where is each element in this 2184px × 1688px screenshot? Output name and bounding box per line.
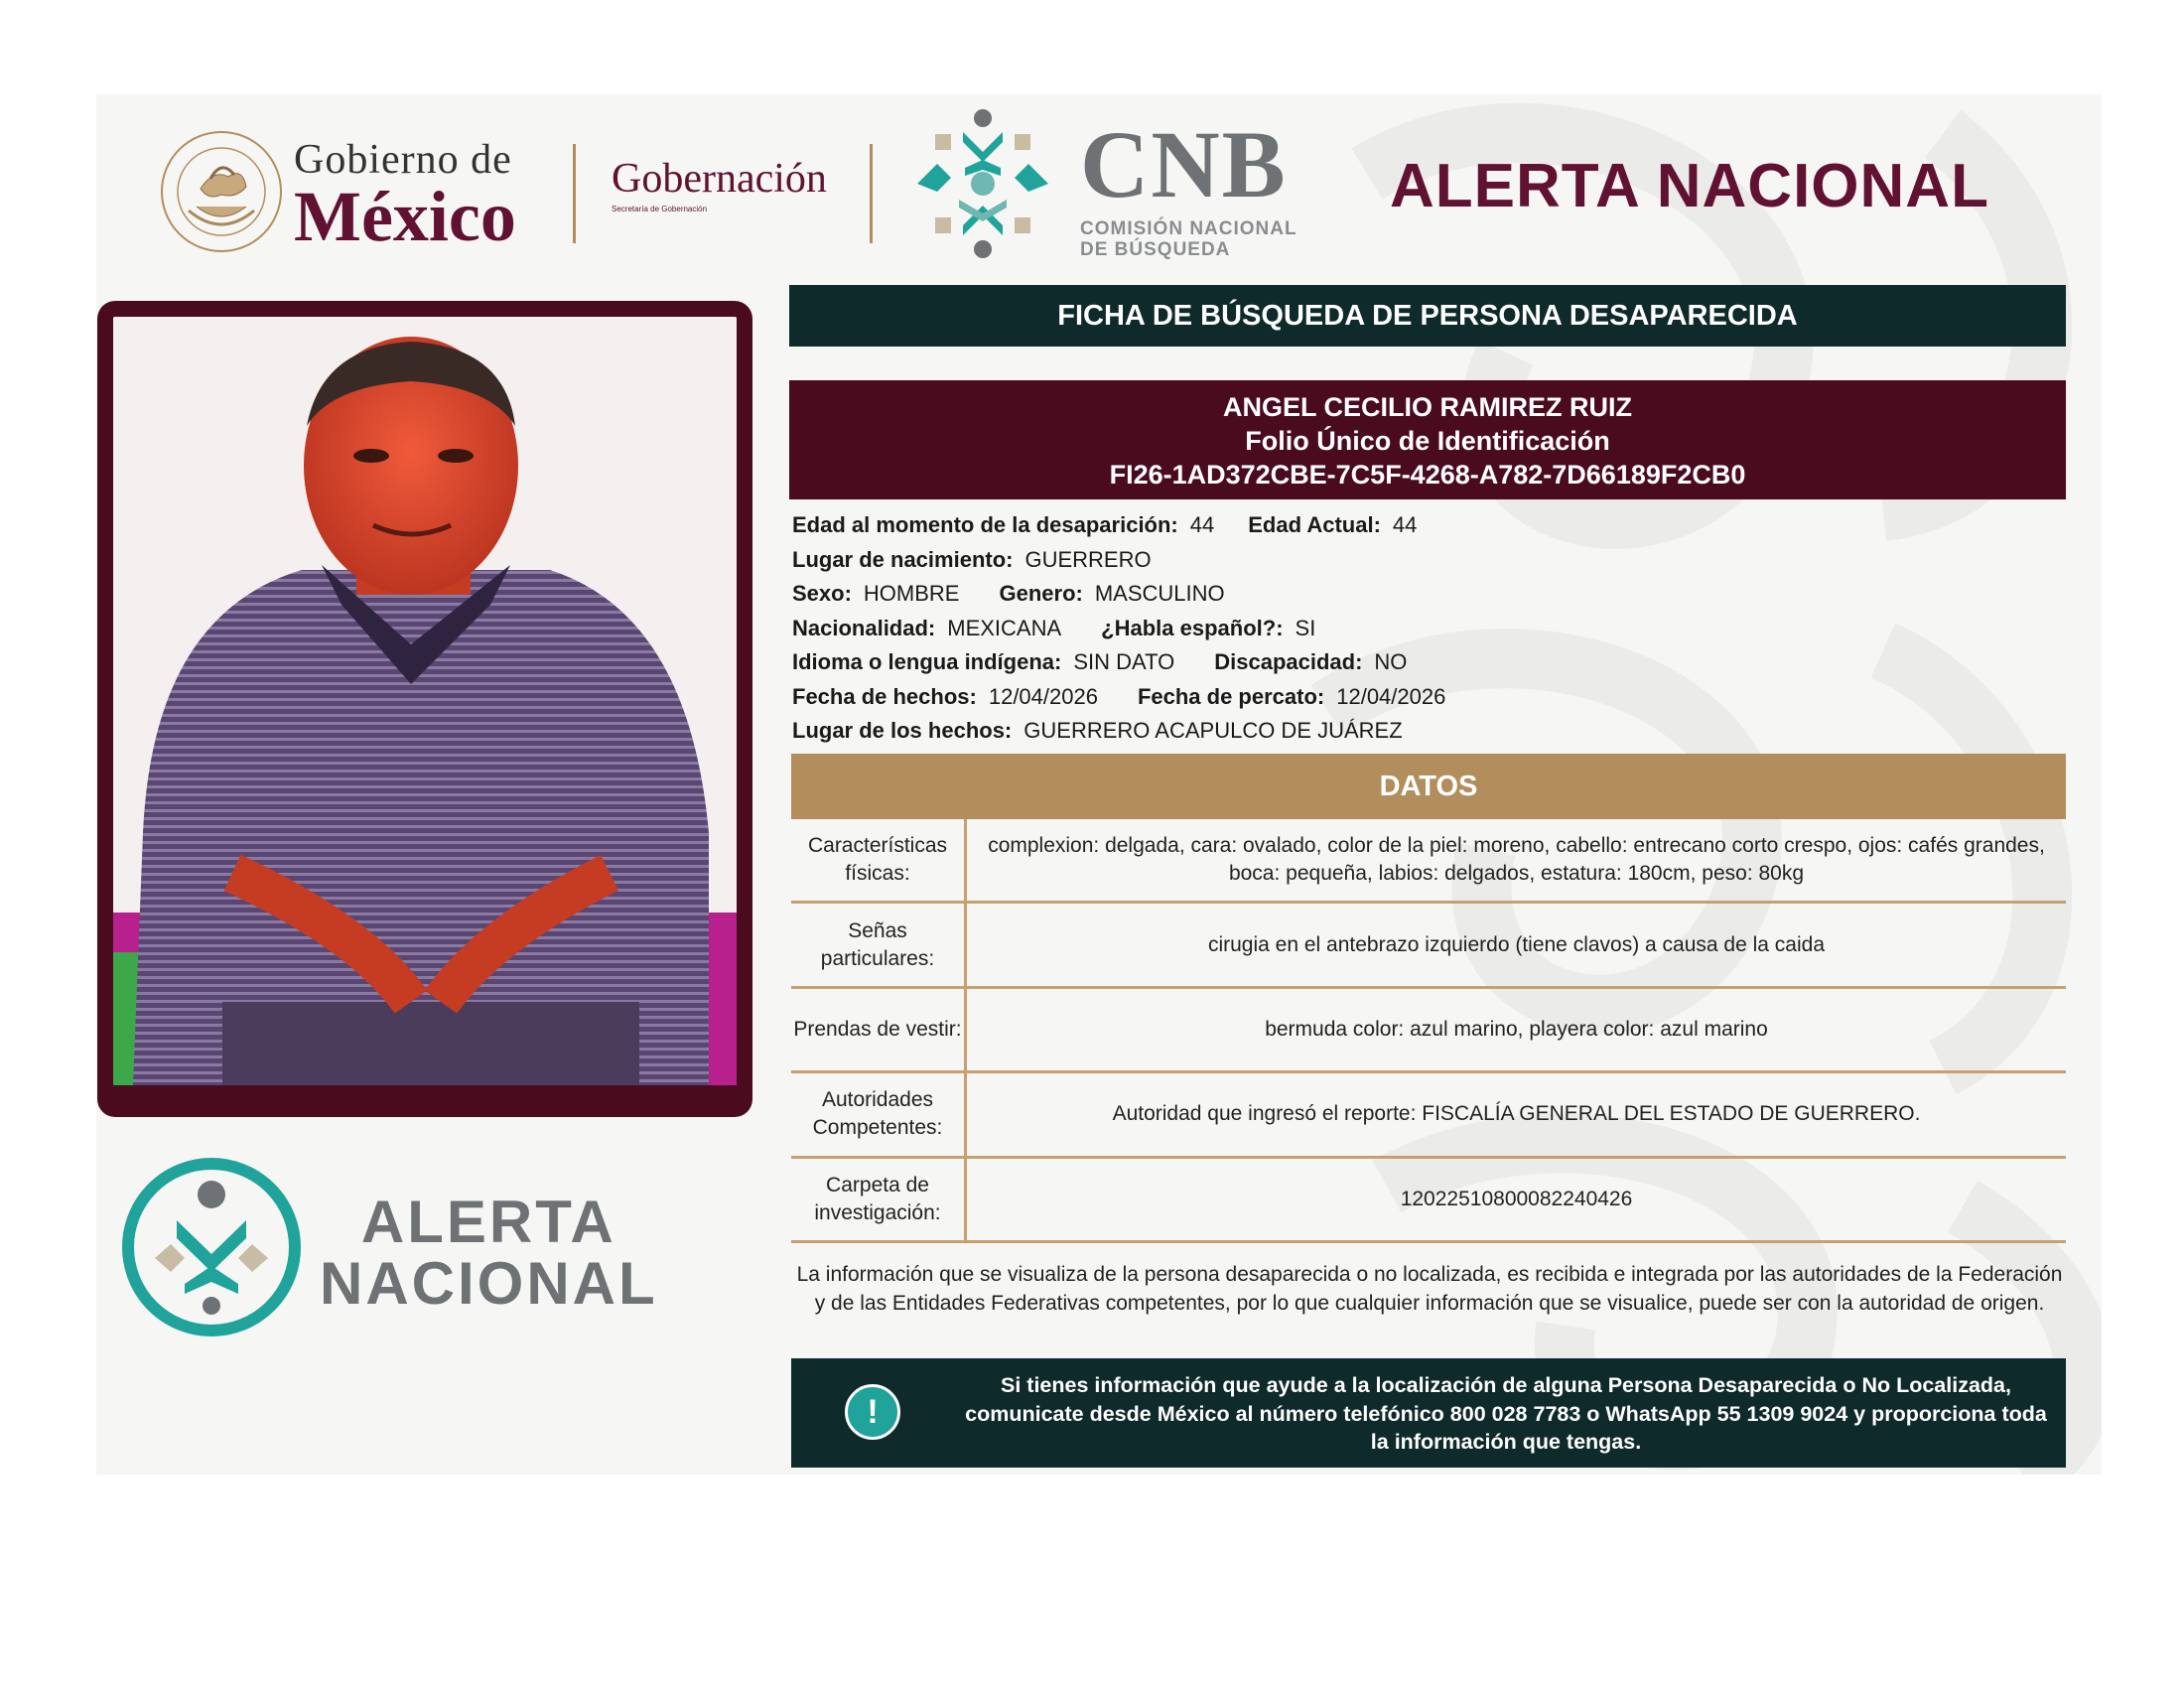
row-label: Prendas de vestir: xyxy=(791,989,967,1070)
edad-desaparicion-value: 44 xyxy=(1189,512,1215,537)
gobernacion-subtitle: Secretaría de Gobernación xyxy=(612,205,708,213)
datos-table xyxy=(791,819,2066,1243)
table-row xyxy=(791,904,2066,988)
row-label: Carpeta de investigación: xyxy=(791,1159,967,1240)
row-label: Autoridades Competentes: xyxy=(791,1073,967,1155)
fecha-percato-value: 12/04/2026 xyxy=(1336,683,1446,709)
row-value: complexion: delgada, cara: ovalado, color de la piel: moreno, cabello: entrecano corto crespo, ojos: cafés grandes, boca: pequeña, labios: delgados, estatura: 180cm, peso: 80kg xyxy=(988,834,2045,886)
person-name: ANGEL CECILIO RAMIREZ RUIZ xyxy=(1222,392,1632,422)
alerta-nacional-title: ALERTA NACIONAL xyxy=(1390,152,1989,220)
logo-line-alerta: ALERTA xyxy=(360,1189,616,1255)
fecha-percato-label: Fecha de percato: xyxy=(1137,683,1325,709)
nacionalidad-label: Nacionalidad: xyxy=(792,615,936,640)
row-label: Señas particulares: xyxy=(791,904,967,985)
sexo-label: Sexo: xyxy=(792,581,852,606)
contact-text: Si tienes información que ayude a la localización de alguna Persona Desaparecida o No Localizada, comunicate desde México al número telefónico 800 028 7783 o WhatsApp 55 1309 9024 y proporciona toda la información que tengas. xyxy=(965,1373,2047,1454)
table-row xyxy=(791,989,2066,1073)
info-row-fechas xyxy=(792,680,1485,715)
logo-line-nacional: NACIONAL xyxy=(320,1250,658,1317)
row-value: bermuda color: azul marino, playera color: azul marino xyxy=(1265,1017,1768,1041)
row-value: 12022510800082240426 xyxy=(1400,1187,1633,1210)
edad-actual-value: 44 xyxy=(1392,512,1418,537)
row-value: cirugia en el antebrazo izquierdo (tiene clavos) a causa de la caida xyxy=(1207,932,1826,956)
info-row-lugar-hechos xyxy=(792,714,1485,749)
discapacidad-label: Discapacidad: xyxy=(1214,649,1363,674)
person-header xyxy=(789,380,2066,499)
cnb-acronym: CNB xyxy=(1080,111,1288,217)
info-row-nacimiento xyxy=(792,543,1485,578)
sexo-value: HOMBRE xyxy=(863,581,960,606)
cnb-subtitle-1: COMISIÓN NACIONAL xyxy=(1080,218,1297,239)
fecha-hechos-label: Fecha de hechos: xyxy=(792,683,977,709)
folio-label: Folio Único de Identificación xyxy=(1245,426,1610,456)
alerta-nacional-emblem-icon xyxy=(119,1155,304,1339)
habla-espanol-label: ¿Habla español?: xyxy=(1101,615,1284,640)
info-row-edad xyxy=(792,508,1485,543)
alerta-nacional-logo-text xyxy=(320,1189,658,1317)
info-row-nacionalidad xyxy=(792,612,1485,646)
coat-of-arms-seal xyxy=(159,129,284,254)
fecha-hechos-value: 12/04/2026 xyxy=(988,683,1098,709)
lugar-nacimiento-label: Lugar de nacimiento: xyxy=(792,546,1014,572)
table-row xyxy=(791,1073,2066,1158)
gobierno-line1: Gobierno de xyxy=(294,137,512,183)
cnb-emblem-icon xyxy=(903,104,1062,263)
header-divider xyxy=(870,144,873,243)
folio-value: FI26-1AD372CBE-7C5F-4268-A782-7D66189F2CB0 xyxy=(1109,460,1746,490)
nacionalidad-value: MEXICANA xyxy=(947,615,1062,640)
gobierno-line2: México xyxy=(294,177,516,256)
gobierno-de-mexico-logo xyxy=(294,137,516,256)
person-info xyxy=(792,508,1485,749)
photo-frame xyxy=(97,301,752,1117)
info-row-idioma xyxy=(792,645,1485,680)
cnb-logo-text xyxy=(1080,111,1297,260)
info-row-sexo xyxy=(792,577,1485,612)
edad-actual-label: Edad Actual: xyxy=(1248,512,1381,537)
habla-espanol-value: SI xyxy=(1295,615,1316,640)
row-label: Características físicas: xyxy=(791,819,967,901)
idioma-label: Idioma o lengua indígena: xyxy=(792,649,1062,674)
gobernacion-logo xyxy=(612,155,827,213)
edad-desaparicion-label: Edad al momento de la desaparición: xyxy=(792,512,1178,537)
lugar-hechos-label: Lugar de los hechos: xyxy=(792,718,1013,743)
table-row xyxy=(791,819,2066,904)
cnb-subtitle-2: DE BÚSQUEDA xyxy=(1080,239,1231,260)
disclaimer-text: La información que se visualiza de la persona desaparecida o no localizada, es recibida e integrada por las autoridades de la Federación y de las Entidades Federativas competentes, por lo que cualquier información que se visualice, puede ser con la autoridad de origen. xyxy=(796,1263,2063,1315)
idioma-value: SIN DATO xyxy=(1073,649,1175,674)
table-row xyxy=(791,1159,2066,1243)
alert-icon: ! xyxy=(845,1384,900,1440)
lugar-hechos-value: GUERRERO ACAPULCO DE JUÁREZ xyxy=(1024,718,1403,743)
missing-person-photo xyxy=(113,317,737,1085)
ficha-title-bar: FICHA DE BÚSQUEDA DE PERSONA DESAPARECIDA xyxy=(789,285,2066,347)
genero-value: MASCULINO xyxy=(1094,581,1225,606)
lugar-nacimiento-value: GUERRERO xyxy=(1024,546,1152,572)
gobernacion-title: Gobernación xyxy=(612,156,827,202)
row-value: Autoridad que ingresó el reporte: FISCALÍA GENERAL DEL ESTADO DE GUERRERO. xyxy=(1112,1102,1921,1126)
contact-banner xyxy=(791,1358,2066,1468)
genero-label: Genero: xyxy=(999,581,1083,606)
header-divider xyxy=(573,144,576,243)
discapacidad-value: NO xyxy=(1374,649,1408,674)
datos-header: DATOS xyxy=(791,754,2066,819)
